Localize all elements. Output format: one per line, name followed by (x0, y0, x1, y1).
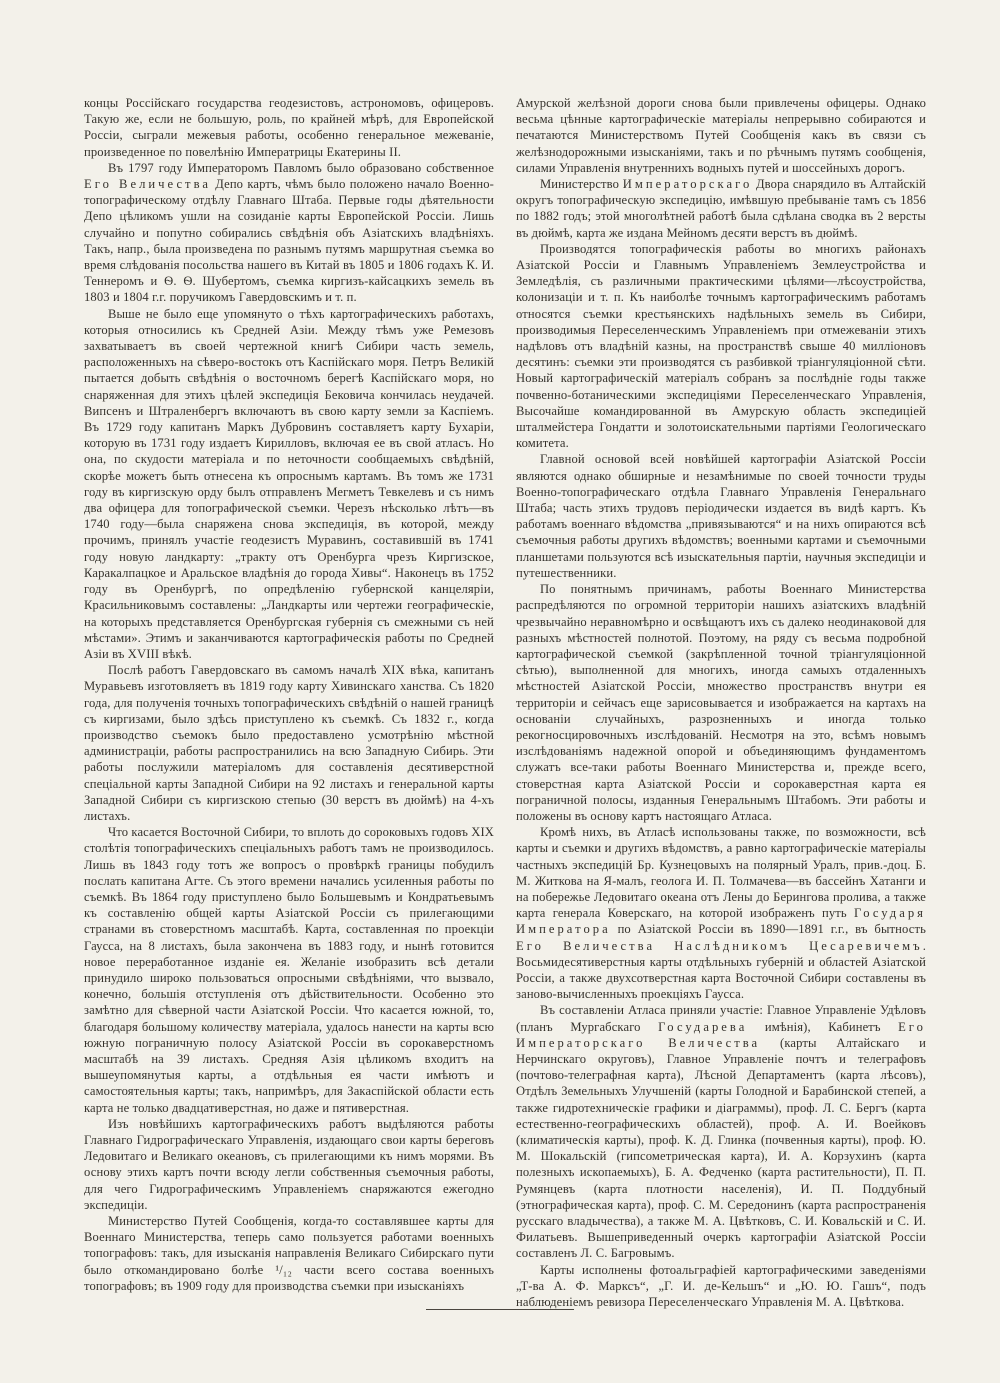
paragraph: Что касается Восточной Сибири, то вплоть до сороковыхъ годовъ XIX столѣтія топографическихъ спеціальныхъ работъ тамъ не производилось. Лишь въ 1843 году тотъ же вопросъ о провѣркѣ границы побудилъ послать капитана Агте. Съ этого времени начались усиленныя работы по съемкѣ. Въ 1864 году приступлено было Большевымъ и Кондратьевымъ къ составленію общей карты Азіатской Россіи съ прилегающими странами въ стоверстномъ масштабѣ. Карта, составленная по проекціи Гаусса, на 8 листахъ, была закончена въ 1883 году, и нынѣ готовится новое переработанное изданіе ея. Желаніе изобразить всѣ детали принудило широко пользоваться опросными свѣдѣніями, что вызвало, конечно, большія отступленія отъ дѣйствительности. Особенно это замѣтно для сѣверной части Азіатской Россіи. Что касается южной, то, благодаря большому количеству матеріала, удалось нанести на карты всю южную пограничную полосу Азіатской Россіи въ сорокаверстномъ масштабѣ на 39 листахъ. Средняя Азія цѣликомъ входитъ на вышеупомянутыя карты, а отдѣльныя ея части имѣютъ и самостоятельныя карты; такъ, напримѣръ, для Закаспійской области есть карта не только двадцативерстная, но даже и пятиверстная. (84, 825, 494, 1115)
end-of-text-divider-rule (426, 1309, 574, 1310)
letterspaced-honorific-text: Государева (658, 1019, 748, 1034)
paragraph: Министерство Императорскаго Двора снарядило въ Алтайскій округъ топографическую экспедицію, имѣвшую пребываніе тамъ съ 1856 по 1882 годъ; этой многолѣтней работѣ была сдѣлана сводка въ 2 версты въ дюймѣ, карта же издана Мейномъ десяти верстъ въ дюймѣ. (516, 177, 927, 240)
two-column-text-block (84, 95, 926, 1310)
paragraph: Изъ новѣйшихъ картографическихъ работъ выдѣляются работы Главнаго Гидрографическаго Управленія, издающаго свои карты береговъ Ледовитаго и Великаго океановъ, съ прилегающими къ нимъ морями. Въ основу этихъ картъ почти всюду легли собственныя съемочныя работы, для чего Гидрографическимъ Управленіемъ снаряжаются ежегодно экспедиціи. (84, 1116, 494, 1212)
paragraph: Въ 1797 году Императоромъ Павломъ было образовано собственное Его Величества Депо картъ, чѣмъ было положено начало Военно-топографическому отдѣлу Главнаго Штаба. Первые годы дѣятельности Депо цѣликомъ ушли на созиданіе карты Европейской Россіи. Лишь случайно и попутно собирались свѣдѣнія объ Азіатскихъ владѣніяхъ. Такъ, напр., была произведена по разнымъ путямъ маршрутная съемка во время слѣдованія посольства нашего въ Китай въ 1805 и 1806 годахъ К. И. Теннеромъ и Ѳ. Ѳ. Шубертомъ, съемка киргизъ-кайсацкихъ земель въ 1803 и 1804 г.г. поручикомъ Гавердовскимъ и т. п. (84, 160, 494, 305)
letterspaced-honorific-text: Государя Императора (516, 906, 926, 937)
paragraph: Амурской желѣзной дороги снова были привлечены офицеры. Однако весьма цѣнные картографическіе матеріалы непрерывно собираются и печатаются Министерствомъ Путей Сообщенія какъ въ связи съ желѣзнодорожными изысканіями, такъ и по рѣчнымъ путямъ сообщенія, силами Управленія внутреннихъ водныхъ путей и шоссейныхъ дорогъ. (516, 96, 926, 175)
paragraph: По понятнымъ причинамъ, работы Военнаго Министерства распредѣляются по огромной территоріи нашихъ азіатскихъ владѣній чрезвычайно неравномѣрно и освѣщаютъ ихъ съ далеко неодинаковой для разныхъ мѣстностей полнотой. Поэтому, на ряду съ весьма подробной картографической съемкой (закрѣпленной точной тріангуляціонной сѣтью), выполненной для многихъ, иногда самыхъ отдаленныхъ мѣстностей Азіатской Россіи, множество пространствъ внутри ея территоріи и сейчасъ еще зарисовывается и изображается на картахъ на основаніи случайныхъ, разрозненныхъ и иногда только рекогносцировочныхъ изслѣдованій. Несмотря на это, всѣмъ новымъ изслѣдованіямъ надежной опорой и объединяющимъ фундаментомъ служатъ все-таки работы Военнаго Министерства и, прежде всего, стоверстная карта Азіатской Россіи и сорокаверстная карта ея пограничной полосы, изданныя Генеральнымъ Штабомъ. Эти работы и положены въ основу картъ настоящаго Атласа. (516, 582, 926, 823)
text-column-right (516, 95, 926, 1310)
letterspaced-honorific-text: Императорскаго (622, 177, 753, 192)
paragraph: Карты исполнены фотоальграфіей картографическими заведеніями „Т-ва А. Ф. Марксъ“, „Г. И. де-Кельшъ“ и „Ю. Ю. Гашъ“, подъ наблюденіемъ ревизора Переселенческаго Управленія М. А. Цвѣткова. (516, 1262, 926, 1310)
paragraph: Кромѣ нихъ, въ Атласѣ использованы также, по возможности, всѣ карты и съемки и другихъ вѣдомствъ, а равно картографическіе матеріалы частныхъ экспедицій Бр. Кузнецовыхъ на полярный Уралъ, прив.-доц. Б. М. Житкова на Я-малъ, геолога И. П. Толмачева—въ бассейнъ Хатанги и на побережье Ледовитаго океана отъ Лены до Берингова пролива, а также карта генерала Коверскаго, на которой изображенъ путь Государя Императора по Азіатской Россіи въ 1890—1891 г.г., въ бытность Его Величества Наслѣдникомъ Цесаревичемъ. Восьмидесятиверстныя карты отдѣльныхъ губерній и областей Азіатской Россіи, а также двухсотверстная карта Восточной Сибири составлены въ заново-вычисленныхъ проекціяхъ Гаусса. (516, 825, 926, 1002)
letterspaced-honorific-text: Его Величества Наслѣдникомъ Цесаревичемъ (516, 938, 923, 953)
paragraph: Министерство Путей Сообщенія, когда-то составлявшее карты для Военнаго Министерства, теперь само пользуется работами военныхъ топографовъ: такъ, для изысканія направленія Великаго Сибирскаго пути было откомандировано болѣе ¹/₁₂ части всего состава военныхъ топографовъ; въ 1909 году для производства съемки при изысканіяхъ (84, 1214, 494, 1293)
paragraph: Послѣ работъ Гавердовскаго въ самомъ началѣ XIX вѣка, капитанъ Муравьевъ изготовляетъ въ 1819 году карту Хивинскаго ханства. Съ 1820 года, для полученія точныхъ топографическихъ свѣдѣній о нашей границѣ съ киргизами, было здѣсь приступлено къ съемкѣ. Съ 1832 г., когда производство съемокъ было предоставлено усмотрѣнію мѣстной администраціи, работы распространились на всю Западную Сибирь. Эти работы послужили матеріаломъ для составленія десятиверстной спеціальной карты Западной Сибири на 92 листахъ и генеральной карты Западной Сибири съ киргизскою степью (30 верстъ въ дюймѣ) на 4-хъ листахъ. (84, 663, 494, 823)
paragraph: концы Россійскаго государства геодезистовъ, астрономовъ, офицеровъ. Такую же, если не большую, роль, по крайней мѣрѣ, для Европейской Россіи, сыграли межевыя работы, особенно генеральное межеваніе, произведенное по повелѣнію Императрицы Екатерины II. (84, 96, 494, 159)
paragraph: Выше не было еще упомянуто о тѣхъ картографическихъ работахъ, которыя относились къ Средней Азіи. Между тѣмъ уже Ремезовъ захватываетъ въ своей чертежной книгѣ Сибири часть земель, расположенныхъ на сѣверо-востокъ отъ Каспійскаго моря. Петръ Великій пытается добыть свѣдѣнія о восточномъ берегѣ Каспійскаго моря, но снаряженная для этихъ цѣлей экспедиція Бековича кончилась неудачей. Випсенъ и Штраленбергъ включаютъ въ свою карту земли за Каспіемъ. Въ 1729 году капитанъ Маркъ Дубровинъ составляетъ карту Бухаріи, которую въ 1731 году издаетъ Кирилловъ, включая ее въ свой атласъ. Но она, по скудости матеріала и по неточности сообщаемыхъ свѣдѣній, скорѣе можетъ быть отнесена къ опроснымъ картамъ. Въ томъ же 1731 году въ киргизскую орду былъ отправленъ Мегметъ Тевкелевъ и съ нимъ два офицера для топографической съемки. Черезъ нѣсколько лѣтъ—въ 1740 году—была снаряжена снова экспедиція, въ которой, между прочимъ, принялъ участіе геодезистъ Муравинъ, составившій въ 1741 году новую ландкарту: „тракту отъ Оренбурга чрезъ Киргизское, Каракалпацкое и Аральское владѣнія до города Хивы“. Наконецъ въ 1752 году въ Оренбургѣ, по опредѣленію губернской канцеляріи, Красильниковымъ составлены: „Ландкарты или чертежи географическіе, на которыхъ представляется Оренбургская губернія съ смежными съ ней мѣстами». Этимъ и заканчиваются картографическія работы по Средней Азіи въ XVIII вѣкѣ. (84, 306, 494, 661)
letterspaced-honorific-text: Его Императорскаго Величества (516, 1019, 927, 1050)
text-column-left (84, 95, 494, 1310)
paragraph: Въ составленіи Атласа приняли участіе: Главное Управленіе Удѣловъ (планъ Мургабскаго Государева имѣнія), Кабинетъ Его Императорскаго Величества (карты Алтайскаго и Нерчинскаго округовъ), Главное Управленіе почтъ и телеграфовъ (почтово-телеграфная карта), Лѣсной Департаментъ (карта лѣсовъ), Отдѣлъ Земельныхъ Улучшеній (карты Голодной и Барабинской степей, а также гидротехническіе графики и діаграммы), проф. Л. С. Бергъ (карта естественно-географическихъ областей), проф. А. И. Воейковъ (климатическія карты), проф. К. Д. Глинка (почвенныя карты), проф. Ю. М. Шокальскій (гипсометрическая карта), И. А. Корзухинъ (карта полезныхъ ископаемыхъ), Б. А. Федченко (карта растительности), П. П. Румянцевъ (карта плотности населенія), И. П. Поддубный (этнографическая карта), проф. С. М. Середонинъ (карта распространенія русскаго владычества), а также М. А. Цвѣтковъ, С. И. Ковальскій и С. И. Филатьевъ. Вышеприведенный очеркъ картографіи Азіатской Россіи составленъ Л. С. Багровымъ. (516, 1003, 927, 1261)
paragraph: Главной основой всей новѣйшей картографіи Азіатской Россіи являются однако обширные и незамѣнимые по своей точности труды Военно-топографическаго отдѣла Главнаго Управленія Генеральнаго Штаба; часть этихъ трудовъ періодически издается въ видѣ картъ. Къ работамъ военнаго вѣдомства „привязываются“ и на нихъ опираются всѣ съемочныя работы другихъ вѣдомствъ; военными картами и съемочными планшетами пользуются всѣ изыскательныя партіи, научныя экспедиціи и путешественники. (516, 452, 926, 580)
letterspaced-honorific-text: Его Величества (84, 177, 211, 192)
paragraph: Производятся топографическія работы во многихъ районахъ Азіатской Россіи и Главнымъ Управленіемъ Землеустройства и Земледѣлія, съ различными практическими цѣлями—лѣсоустройства, колонизаціи и т. п. Къ наиболѣе точнымъ картографическимъ работамъ относятся съемки крестьянскихъ надѣльныхъ земель въ Сибири, производимыя Переселенческимъ Управленіемъ при отмежеваніи этихъ надѣловъ отъ владѣній казны, на пространствѣ свыше 40 милліоновъ десятинъ: съемки эти производятся съ разбивкой тріангуляціонной сѣти. Новый картографическій матеріалъ собранъ за послѣдніе годы также почвенно-ботаническими экспедиціями Переселенческаго Управленія, Высочайше командированной въ Амурскую область экспедиціей шталмейстера Гондатти и золотоискательными партіями Геологическаго комитета. (516, 241, 926, 451)
